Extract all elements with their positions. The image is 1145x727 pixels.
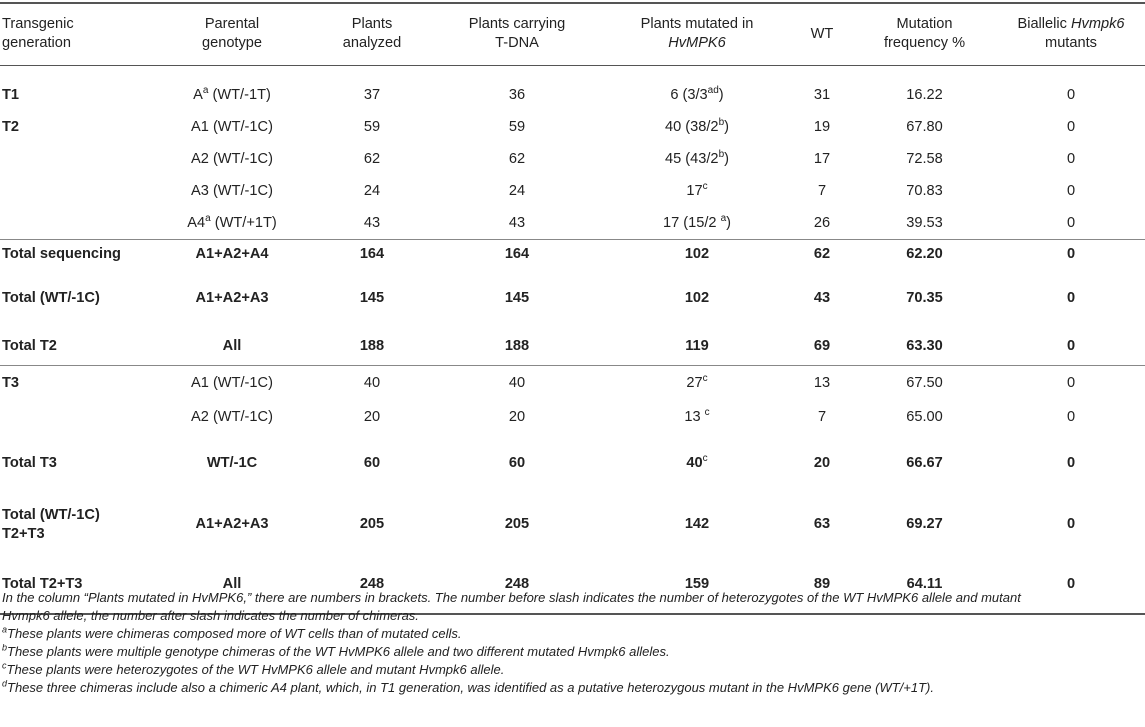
cell-mutated: 142: [684, 516, 710, 532]
cell-frequency: 65.00: [906, 409, 943, 425]
cell-tdna: 59: [508, 119, 526, 135]
cell-mutated: 17 (15/2 $^a$): [662, 212, 732, 231]
cell-wt: 63: [813, 516, 831, 532]
cell-analyzed: 62: [363, 151, 381, 167]
cell-tdna: 36: [508, 87, 526, 103]
cell-wt: 26: [813, 214, 831, 231]
table-row: [0, 80, 1145, 112]
table-row-total: [0, 270, 1145, 328]
cell-tdna: 20: [508, 409, 526, 425]
cell-analyzed: 145: [359, 290, 385, 306]
cell-tdna: 24: [508, 183, 526, 199]
cell-tdna: 40: [432, 366, 602, 402]
cell-wt: 13: [792, 366, 852, 402]
header-mutation-frequency: Mutation frequency %: [852, 3, 997, 65]
cell-biallelic: 0: [1066, 337, 1076, 354]
cell-biallelic: 0: [997, 240, 1145, 270]
cell-analyzed: 37: [363, 87, 381, 103]
table-row: [0, 366, 1145, 402]
header-parental-genotype: Parental genotype: [152, 3, 312, 65]
cell-generation: [0, 176, 152, 208]
cell-wt: 7: [817, 409, 827, 425]
cell-parental: A4$^a$ (WT/+1T): [187, 212, 277, 231]
cell-biallelic: 0: [1066, 87, 1076, 103]
cell-frequency: 64.11: [852, 556, 997, 614]
cell-mutated: 27$^c$: [602, 366, 792, 402]
table-row-total: [0, 434, 1145, 494]
cell-tdna: 43: [508, 214, 526, 231]
cell-parental: A1 (WT/-1C): [191, 119, 273, 135]
cell-mutated: 102: [684, 290, 710, 306]
header-biallelic: Biallelic Hvmpk6 mutants: [997, 3, 1145, 65]
cell-parental: All: [222, 337, 242, 354]
cell-analyzed: 24: [363, 183, 381, 199]
cell-tdna: 248: [432, 556, 602, 614]
cell-parental: A2 (WT/-1C): [191, 151, 273, 167]
cell-generation: Total T3: [2, 455, 57, 471]
cell-biallelic: 0: [1066, 151, 1076, 167]
cell-biallelic: 0: [1066, 214, 1076, 231]
cell-generation: Total T2: [2, 337, 57, 354]
cell-biallelic: 0: [1066, 119, 1076, 135]
cell-biallelic: 0: [1066, 409, 1076, 425]
cell-tdna: 145: [504, 290, 530, 306]
header-plants-carrying-tdna: Plants carrying T-DNA: [432, 3, 602, 65]
header-plants-mutated: Plants mutated in HvMPK6: [602, 3, 792, 65]
cell-parental: A2 (WT/-1C): [191, 409, 273, 425]
header-plants-analyzed: Plants analyzed: [312, 3, 432, 65]
cell-generation: T2: [2, 119, 20, 135]
cell-wt: 20: [813, 455, 831, 471]
cell-wt: 19: [813, 119, 831, 135]
table-row-total: [0, 494, 1145, 556]
cell-biallelic: 0: [1066, 516, 1076, 532]
cell-wt: 89: [792, 556, 852, 614]
cell-frequency: 16.22: [906, 87, 943, 103]
cell-mutated: 17$^c$: [686, 181, 708, 199]
cell-wt: 17: [813, 151, 831, 167]
cell-generation: Total (WT/-1C): [2, 290, 100, 306]
cell-generation: T1: [2, 87, 20, 103]
cell-analyzed: 60: [363, 455, 381, 471]
table-row-total: [0, 240, 1145, 270]
cell-tdna: 188: [504, 337, 530, 354]
cell-parental: A1 (WT/-1C): [152, 366, 312, 402]
cell-analyzed: 188: [359, 337, 385, 354]
cell-frequency: 67.50: [852, 366, 997, 402]
cell-wt: 7: [817, 183, 827, 199]
cell-tdna: 205: [504, 516, 530, 532]
cell-biallelic: 0: [1066, 183, 1076, 199]
header-row: [0, 3, 1145, 65]
cell-mutated: 13 $^c$: [684, 407, 710, 425]
cell-frequency: 62.20: [852, 240, 997, 270]
cell-mutated: 45 (43/2$^b$): [665, 149, 729, 167]
header-wt: WT: [792, 3, 852, 65]
cell-wt: 31: [813, 87, 831, 103]
footnote-a: $^a$These plants were chimeras composed more of WT cells than of mutated cells.: [2, 624, 462, 641]
cell-mutated: 6 $(3/3^{ad})$: [670, 85, 724, 103]
cell-parental: A1+A2+A3: [195, 290, 269, 306]
cell-mutated: 40 (38/2$^b$): [665, 117, 729, 135]
cell-wt: 69: [813, 337, 831, 354]
cell-wt: 62: [792, 240, 852, 270]
cell-analyzed: 205: [359, 516, 385, 532]
footnote-b: $^b$These plants were multiple genotype chimeras of the WT HvMPK6 allele and two different mutated Hvmpk6 alleles.: [2, 642, 670, 659]
cell-frequency: 39.53: [906, 214, 943, 231]
cell-parental: WT/-1C: [206, 455, 258, 471]
cell-tdna: 62: [508, 151, 526, 167]
table-row: [0, 402, 1145, 434]
cell-biallelic: 0: [1066, 290, 1076, 306]
cell-generation: Total (WT/-1C) T2+T3: [2, 506, 100, 542]
cell-frequency: 66.67: [906, 455, 943, 471]
footnote-intro: In the column “Plants mutated in HvMPK6,” there are numbers in brackets. The number before slash indicates the number of heterozygotes of the WT HvMPK6 allele and mutant Hvmpk6 allele, the number after slash indicates the number of chimeras.: [2, 590, 1021, 623]
cell-generation: Total sequencing: [0, 240, 152, 270]
cell-frequency: 63.30: [906, 337, 943, 354]
cell-frequency: 72.58: [906, 151, 943, 167]
cell-generation: [0, 402, 152, 434]
cell-analyzed: 59: [363, 119, 381, 135]
cell-analyzed: 40: [312, 366, 432, 402]
cell-parental: A1+A2+A3: [195, 516, 269, 532]
cell-generation: T3: [0, 366, 152, 402]
mutation-table: [0, 2, 1145, 615]
cell-analyzed: 164: [312, 240, 432, 270]
cell-tdna: 164: [432, 240, 602, 270]
cell-analyzed: 20: [363, 409, 381, 425]
table-row: [0, 208, 1145, 240]
cell-analyzed: 43: [363, 214, 381, 231]
cell-biallelic: 0: [1066, 455, 1076, 471]
cell-biallelic: 0: [997, 366, 1145, 402]
cell-mutated: 40$^c$: [686, 453, 708, 471]
footnote-d: $^d$These three chimeras include also a chimeric A4 plant, which, in T1 generation, was identified as a putative heterozygous mutant in the HvMPK6 gene (WT/+1T).: [2, 678, 934, 695]
header-transgenic-generation: Transgenic generation: [0, 3, 152, 65]
cell-analyzed: 248: [312, 556, 432, 614]
cell-frequency: 70.35: [906, 290, 943, 306]
cell-generation: Total T2+T3: [0, 556, 152, 614]
table-footnotes: [2, 589, 1142, 697]
table-row: [0, 112, 1145, 144]
table-row: [0, 176, 1145, 208]
cell-parental: A3 (WT/-1C): [191, 183, 273, 199]
cell-parental: A1+A2+A4: [152, 240, 312, 270]
footnote-c: $^c$These plants were heterozygotes of the WT HvMPK6 allele and mutant Hvmpk6 allele.: [2, 660, 505, 677]
cell-generation: [0, 208, 152, 240]
cell-frequency: 70.83: [906, 183, 943, 199]
cell-mutated: 159: [602, 556, 792, 614]
cell-generation: [0, 144, 152, 176]
cell-parental: All: [152, 556, 312, 614]
cell-wt: 43: [813, 290, 831, 306]
cell-frequency: 67.80: [906, 119, 943, 135]
table-row: [0, 144, 1145, 176]
cell-tdna: 60: [508, 455, 526, 471]
cell-mutated: 102: [602, 240, 792, 270]
table-row-total: [0, 328, 1145, 366]
cell-biallelic: 0: [997, 556, 1145, 614]
cell-parental: $A^a$ (WT/-1T): [193, 85, 271, 103]
cell-mutated: 119: [685, 337, 709, 354]
cell-frequency: 69.27: [906, 516, 943, 532]
